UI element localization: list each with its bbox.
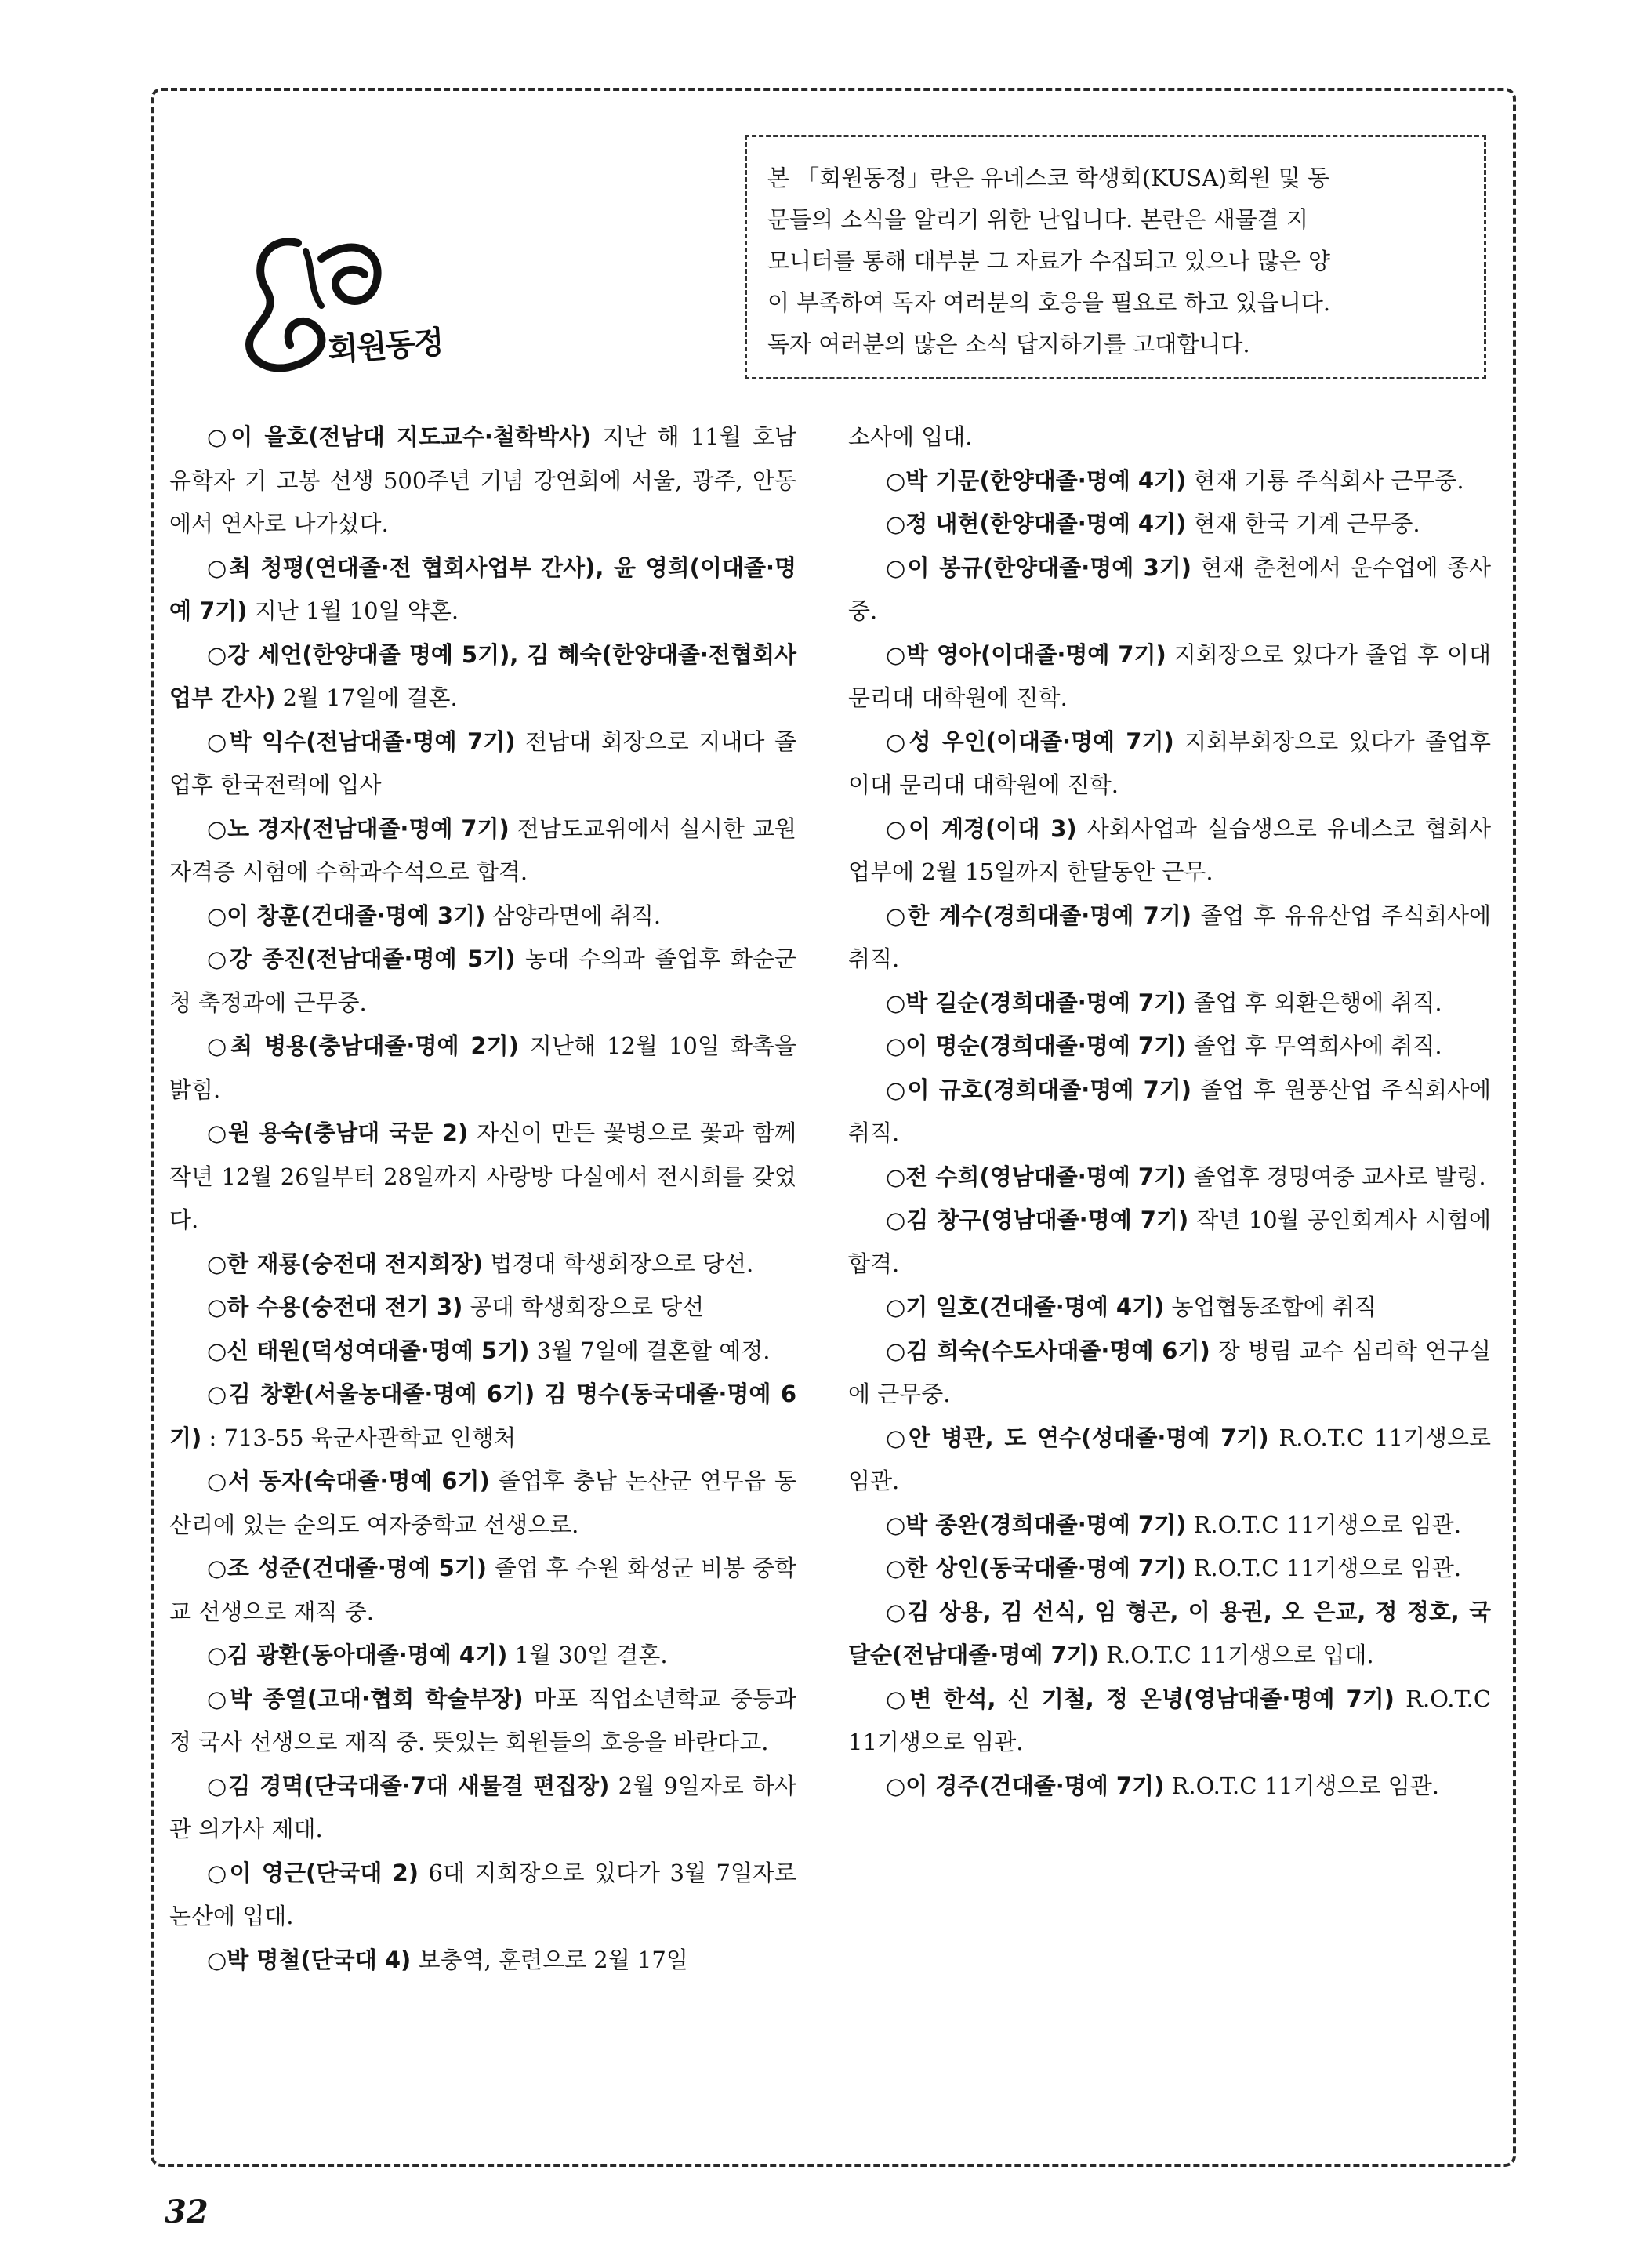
notice-line: 문들의 소식을 알리기 위한 난입니다. 본란은 새물결 지 xyxy=(767,206,1309,233)
member-name-heading: ○한 재룡(숭전대 전지회장) xyxy=(207,1250,484,1277)
member-name-heading: ○안 병관, 도 연수(성대졸·명예 7기) xyxy=(886,1424,1269,1451)
member-news-entry xyxy=(848,1069,1491,1156)
member-news-text: 지회부회장으로 있다가 졸업후 이대 문리대 대학원에 진학. xyxy=(848,728,1492,798)
section-logo xyxy=(235,227,470,384)
member-name-heading: ○이 봉규(한양대졸·명예 3기) xyxy=(886,553,1192,581)
member-news-entry xyxy=(169,1373,796,1460)
member-news-text: 졸업 후 원풍산업 주식회사에 취직. xyxy=(848,1076,1491,1146)
member-name-heading: ○조 성준(건대졸·명예 5기) xyxy=(207,1555,488,1581)
member-news-entry xyxy=(848,546,1491,633)
member-news-entry xyxy=(848,1678,1491,1765)
member-news-text: 전남도교위에서 실시한 교원 자격증 시험에 수학과수석으로 합격. xyxy=(169,815,797,885)
member-news-entry xyxy=(169,1852,796,1939)
member-news-entry xyxy=(848,807,1491,894)
member-news-text: 자신이 만든 꽃병으로 꽃과 함께 작년 12월 26일부터 28일까지 사랑방 다실에서 전시회를 갖었다. xyxy=(169,1119,796,1233)
member-news-entry xyxy=(169,415,796,546)
member-name-heading: ○이 명순(경희대졸·명예 7기) xyxy=(886,1032,1187,1059)
notice-line: 본 「회원동정」란은 유네스코 학생회(KUSA)회원 및 동 xyxy=(767,165,1329,191)
member-news-text: 지회장으로 있다가 졸업 후 이대 문리대 대학원에 진학. xyxy=(848,640,1492,711)
member-news-entry xyxy=(848,633,1491,720)
member-news-text: 전남대 회장으로 지내다 졸업후 한국전력에 입사 xyxy=(169,728,796,798)
member-news-entry xyxy=(848,1156,1491,1199)
member-name-heading: ○강 종진(전남대졸·명예 5기) xyxy=(207,945,516,972)
left-column xyxy=(169,415,796,1982)
member-news-entry xyxy=(848,503,1491,546)
member-news-entry xyxy=(169,1939,796,1983)
member-name-heading: ○전 수희(영남대졸·명예 7기) xyxy=(886,1163,1187,1190)
member-news-entry xyxy=(169,894,796,938)
member-news-entry xyxy=(848,720,1491,807)
member-name-heading: ○신 태원(덕성여대졸·명예 5기) xyxy=(207,1337,530,1364)
member-name-heading: ○박 기문(한양대졸·명예 4기) xyxy=(886,466,1187,494)
member-name-heading: ○노 경자(전남대졸·명예 7기) xyxy=(207,815,510,842)
member-news-entry xyxy=(848,1025,1491,1069)
member-news-entry xyxy=(169,720,796,807)
member-news-text: 3월 7일에 결혼할 예정. xyxy=(529,1337,771,1364)
notice-line: 독자 여러분의 많은 소식 답지하기를 고대합니다. xyxy=(767,331,1250,357)
member-name-heading: ○이 창훈(건대졸·명예 3기) xyxy=(207,902,486,929)
notice-line: 모니터를 통해 대부분 그 자료가 수집되고 있으나 많은 양 xyxy=(767,248,1331,274)
member-news-entry xyxy=(169,1286,796,1330)
member-news-text: 졸업후 경명여중 교사로 발령. xyxy=(1186,1163,1486,1190)
member-news-text: : 713-55 육군사관학교 인행처 xyxy=(201,1424,517,1451)
member-news-entry xyxy=(848,1417,1491,1504)
member-name-heading: ○정 내현(한양대졸·명예 4기) xyxy=(886,510,1187,537)
member-news-entry xyxy=(169,1112,796,1243)
member-news-text: R.O.T.C 11기생으로 임관. xyxy=(848,1424,1492,1494)
member-news-text: 소사에 입대. xyxy=(848,423,973,450)
member-name-heading: ○김 창구(영남대졸·명예 7기) xyxy=(886,1207,1189,1233)
member-news-text: 2월 17일에 결혼. xyxy=(275,684,458,711)
member-news-text: 지난 1월 10일 약혼. xyxy=(247,597,459,624)
member-name-heading: ○김 희숙(수도사대졸·명예 6기) xyxy=(886,1337,1210,1364)
member-news-text: 농업협동조합에 취직 xyxy=(1164,1294,1376,1320)
member-name-heading: ○한 계수(경희대졸·명예 7기) xyxy=(886,902,1192,929)
member-news-text: R.O.T.C 11기생으로 임관. xyxy=(1186,1511,1462,1538)
member-news-entry xyxy=(169,1547,796,1634)
member-name-heading: ○강 세언(한양대졸 명예 5기), 김 혜숙(한양대졸·전협회사업부 간사) xyxy=(169,640,796,711)
member-news-text: 졸업 후 유유산업 주식회사에 취직. xyxy=(848,902,1491,972)
member-name-heading: ○이 경주(건대졸·명예 7기) xyxy=(886,1772,1165,1799)
member-news-entry xyxy=(848,415,1491,459)
member-news-entry xyxy=(848,1547,1491,1591)
member-name-heading: ○원 용숙(충남대 국문 2) xyxy=(207,1119,469,1146)
member-news-entry xyxy=(169,807,796,894)
member-name-heading: ○최 청평(연대졸·전 협회사업부 간사), 윤 영희(이대졸·명예 7기) xyxy=(169,553,796,624)
member-name-heading: ○서 동자(숙대졸·명예 6기) xyxy=(207,1468,490,1494)
member-name-heading: ○이 규호(경희대졸·명예 7기) xyxy=(886,1076,1192,1103)
section-notice-box xyxy=(745,135,1486,379)
member-news-entry xyxy=(169,1460,796,1547)
page-number: 32 xyxy=(165,2194,209,2230)
member-news-entry xyxy=(169,1025,796,1112)
member-news-entry xyxy=(848,1591,1491,1678)
member-news-entry xyxy=(848,1504,1491,1548)
member-name-heading: ○박 명철(단국대 4) xyxy=(207,1946,412,1973)
member-news-text: 지난해 12월 10일 화촉을 밝힘. xyxy=(169,1032,796,1103)
member-news-text: 마포 직업소년학교 중등과정 국사 선생으로 재직 중. 뜻있는 회원들의 호응을 바란다고. xyxy=(169,1685,796,1755)
member-news-text: 졸업 후 수원 화성군 비봉 중학교 선생으로 재직 중. xyxy=(169,1555,796,1625)
member-news-entry xyxy=(169,633,796,720)
member-news-entry xyxy=(169,938,796,1025)
member-news-entry xyxy=(848,1199,1491,1286)
member-name-heading: ○박 영아(이대졸·명예 7기) xyxy=(886,640,1166,668)
right-column xyxy=(848,415,1491,1808)
member-news-text: 2월 9일자로 하사관 의가사 제대. xyxy=(169,1772,797,1842)
member-name-heading: ○김 경멱(단국대졸·7대 새물결 편집장) xyxy=(207,1772,610,1799)
member-name-heading: ○이 영근(단국대 2) xyxy=(207,1859,419,1886)
member-name-heading: ○박 종완(경희대졸·명예 7기) xyxy=(886,1511,1187,1538)
member-news-entry xyxy=(169,1765,796,1852)
member-news-text: R.O.T.C 11기생으로 임관. xyxy=(1164,1772,1440,1799)
member-news-text: 삼양라면에 취직. xyxy=(485,902,662,929)
member-news-text: 6대 지회장으로 있다가 3월 7일자로 논산에 입대. xyxy=(169,1859,796,1929)
member-news-entry xyxy=(169,1678,796,1765)
member-name-heading: ○한 상인(동국대졸·명예 7기) xyxy=(886,1555,1187,1581)
member-news-text: 졸업후 충남 논산군 연무읍 동산리에 있는 순의도 여자중학교 선생으로. xyxy=(169,1468,796,1538)
member-news-text: 현재 기룡 주식회사 근무중. xyxy=(1186,466,1464,494)
member-news-entry xyxy=(169,1330,796,1374)
member-name-heading: ○변 한석, 신 기철, 정 온녕(영남대졸·명예 7기) xyxy=(886,1685,1395,1712)
member-news-text: 졸업 후 무역회사에 취직. xyxy=(1186,1032,1442,1059)
member-name-heading: ○김 광환(동아대졸·명예 4기) xyxy=(207,1642,508,1668)
notice-line: 이 부족하여 독자 여러분의 호응을 필요로 하고 있읍니다. xyxy=(767,289,1331,316)
member-news-text: R.O.T.C 11기생으로 입대. xyxy=(1098,1642,1374,1668)
member-name-heading: ○박 길순(경희대졸·명예 7기) xyxy=(886,989,1187,1016)
member-news-text: 지난 해 11월 호남 유학자 기 고봉 선생 500주년 기념 강연회에 서울, 광주, 안동에서 연사로 나가셨다. xyxy=(169,423,797,537)
member-news-entry xyxy=(169,1243,796,1286)
member-news-entry xyxy=(848,1330,1491,1417)
member-name-heading: ○하 수용(숭전대 전기 3) xyxy=(207,1294,463,1320)
member-name-heading: ○박 종열(고대·협회 학술부장) xyxy=(207,1685,524,1712)
member-news-text: 농대 수의과 졸업후 화순군청 축정과에 근무중. xyxy=(169,945,796,1016)
member-news-text: 장 병림 교수 심리학 연구실에 근무중. xyxy=(848,1337,1492,1407)
member-name-heading: ○김 상용, 김 선식, 임 형곤, 이 용권, 오 은교, 정 정호, 국 달순(전남대졸·명예 7기) xyxy=(848,1598,1491,1668)
member-name-heading: ○기 일호(건대졸·명예 4기) xyxy=(886,1294,1165,1320)
member-name-heading: ○이 계경(이대 3) xyxy=(886,815,1077,842)
member-news-text: 작년 10월 공인회계사 시험에 합격. xyxy=(848,1207,1492,1277)
member-news-entry xyxy=(848,894,1491,982)
section-logo-label: 회원동정 xyxy=(326,324,444,369)
member-name-heading: ○박 익수(전남대졸·명예 7기) xyxy=(207,728,516,755)
member-news-entry xyxy=(848,459,1491,503)
member-news-text: 현재 한국 기계 근무중. xyxy=(1186,510,1420,537)
member-news-entry xyxy=(848,982,1491,1025)
member-news-text: 사회사업과 실습생으로 유네스코 협회사업부에 2월 15일까지 한달동안 근무. xyxy=(848,815,1491,885)
member-news-text: 보충역, 훈련으로 2월 17일 xyxy=(411,1946,688,1973)
member-name-heading: ○성 우인(이대졸·명예 7기) xyxy=(886,728,1174,755)
member-news-entry xyxy=(169,1634,796,1678)
member-name-heading: ○최 병용(충남대졸·명예 2기) xyxy=(207,1032,519,1059)
member-news-text: 현재 춘천에서 운수업에 종사중. xyxy=(848,553,1491,624)
member-name-heading: ○김 창환(서울농대졸·명예 6기) 김 명수(동국대졸·명예 6기) xyxy=(169,1381,796,1451)
member-news-text: 법경대 학생회장으로 당선. xyxy=(483,1250,754,1277)
member-news-text: 1월 30일 결혼. xyxy=(507,1642,668,1668)
member-name-heading: ○이 을호(전남대 지도교수·철학박사) xyxy=(207,423,592,450)
member-news-entry xyxy=(848,1286,1491,1330)
member-news-entry xyxy=(848,1765,1491,1809)
member-news-text: R.O.T.C 11기생으로 임관. xyxy=(1186,1555,1462,1581)
member-news-text: 공대 학생회장으로 당선 xyxy=(462,1294,705,1320)
member-news-entry xyxy=(169,546,796,633)
member-news-text: R.O.T.C 11기생으로 임관. xyxy=(848,1685,1492,1755)
member-news-text: 졸업 후 외환은행에 취직. xyxy=(1186,989,1442,1016)
